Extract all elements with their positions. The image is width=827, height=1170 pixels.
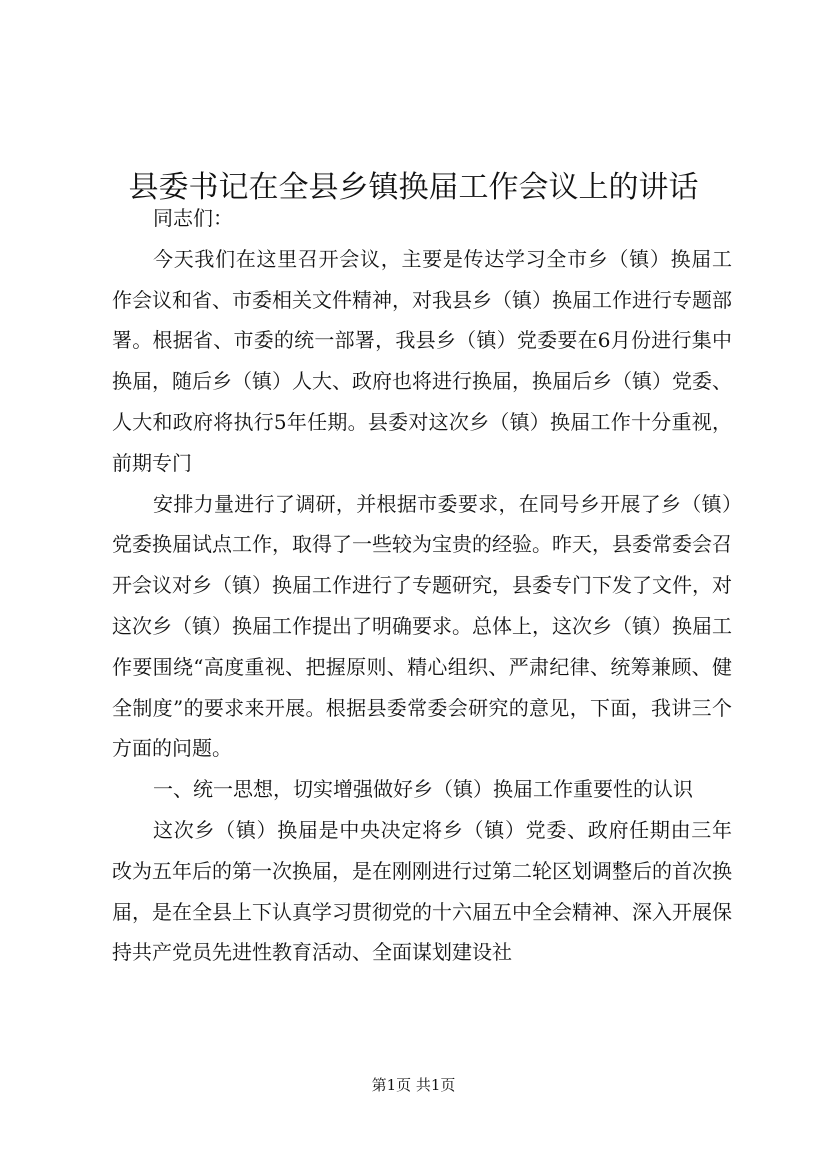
document-body xyxy=(112,198,732,973)
section-heading: 一、统一思想，切实增强做好乡（镇）换届工作重要性的认识 xyxy=(153,777,693,802)
paragraph: 安排力量进行了调研，并根据市委要求，在同号乡开展了乡（镇）党委换届试点工作，取得了一些较为宝贵的经验。昨天，县委常委会召开会议对乡（镇）换届工作进行了专题研究，县委专门下发了文件，对这次乡（镇）换届工作提出了明确要求。总体上，这次乡（镇）换届工作要围绕“高度重视、把握原则、精心组织、严肃纪律、统筹兼顾、健全制度”的要求来开展。根据县委常委会研究的意见，下面，我讲三个方面的问题。 xyxy=(112,491,732,761)
salutation: 同志们： xyxy=(153,206,233,230)
paragraph: 今天我们在这里召开会议，主要是传达学习全市乡（镇）换届工作会议和省、市委相关文件精神，对我县乡（镇）换届工作进行专题部署。根据省、市委的统一部署，我县乡（镇）党委要在6月份进行集中换届，随后乡（镇）人大、政府也将进行换届，换届后乡（镇）党委、人大和政府将执行5年任期。县委对这次乡（镇）换届工作十分重视，前期专门 xyxy=(112,246,732,475)
page-footer: 第1页 共1页 xyxy=(371,1076,456,1094)
paragraph: 这次乡（镇）换届是中央决定将乡（镇）党委、政府任期由三年改为五年后的第一次换届，是在刚刚进行过第二轮区划调整后的首次换届，是在全县上下认真学习贯彻党的十六届五中全会精神、深入开展保持共产党员先进性教育活动、全面谋划建设社 xyxy=(112,817,732,965)
document-title: 县委书记在全县乡镇换届工作会议上的讲话 xyxy=(128,170,699,206)
